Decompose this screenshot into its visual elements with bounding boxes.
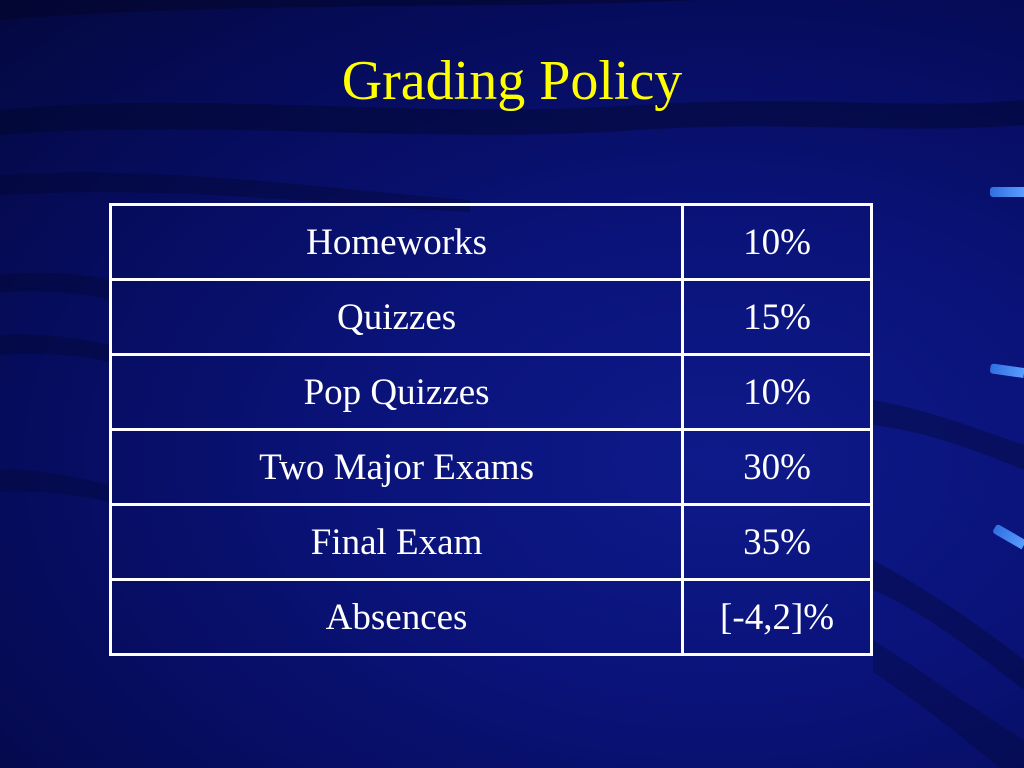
slide-title: Grading Policy: [341, 50, 683, 112]
grade-item-cell: Final Exam: [111, 505, 683, 580]
table-row: [111, 205, 872, 280]
edge-accent-mark: [990, 187, 1024, 197]
grade-weight-cell: 10%: [683, 205, 872, 280]
grade-weight-cell: 10%: [683, 355, 872, 430]
grade-item-cell: Absences: [111, 580, 683, 655]
grade-item-cell: Pop Quizzes: [111, 355, 683, 430]
table-row: [111, 580, 872, 655]
grade-item-cell: Homeworks: [111, 205, 683, 280]
grade-weight-cell: 35%: [683, 505, 872, 580]
grade-item-cell: Quizzes: [111, 280, 683, 355]
table-row: [111, 430, 872, 505]
grade-weight-cell: [-4,2]%: [683, 580, 872, 655]
table-row: [111, 280, 872, 355]
grade-weight-cell: 30%: [683, 430, 872, 505]
table-row: [111, 505, 872, 580]
grading-table: [109, 203, 873, 656]
grade-item-cell: Two Major Exams: [111, 430, 683, 505]
grade-weight-cell: 15%: [683, 280, 872, 355]
table-row: [111, 355, 872, 430]
